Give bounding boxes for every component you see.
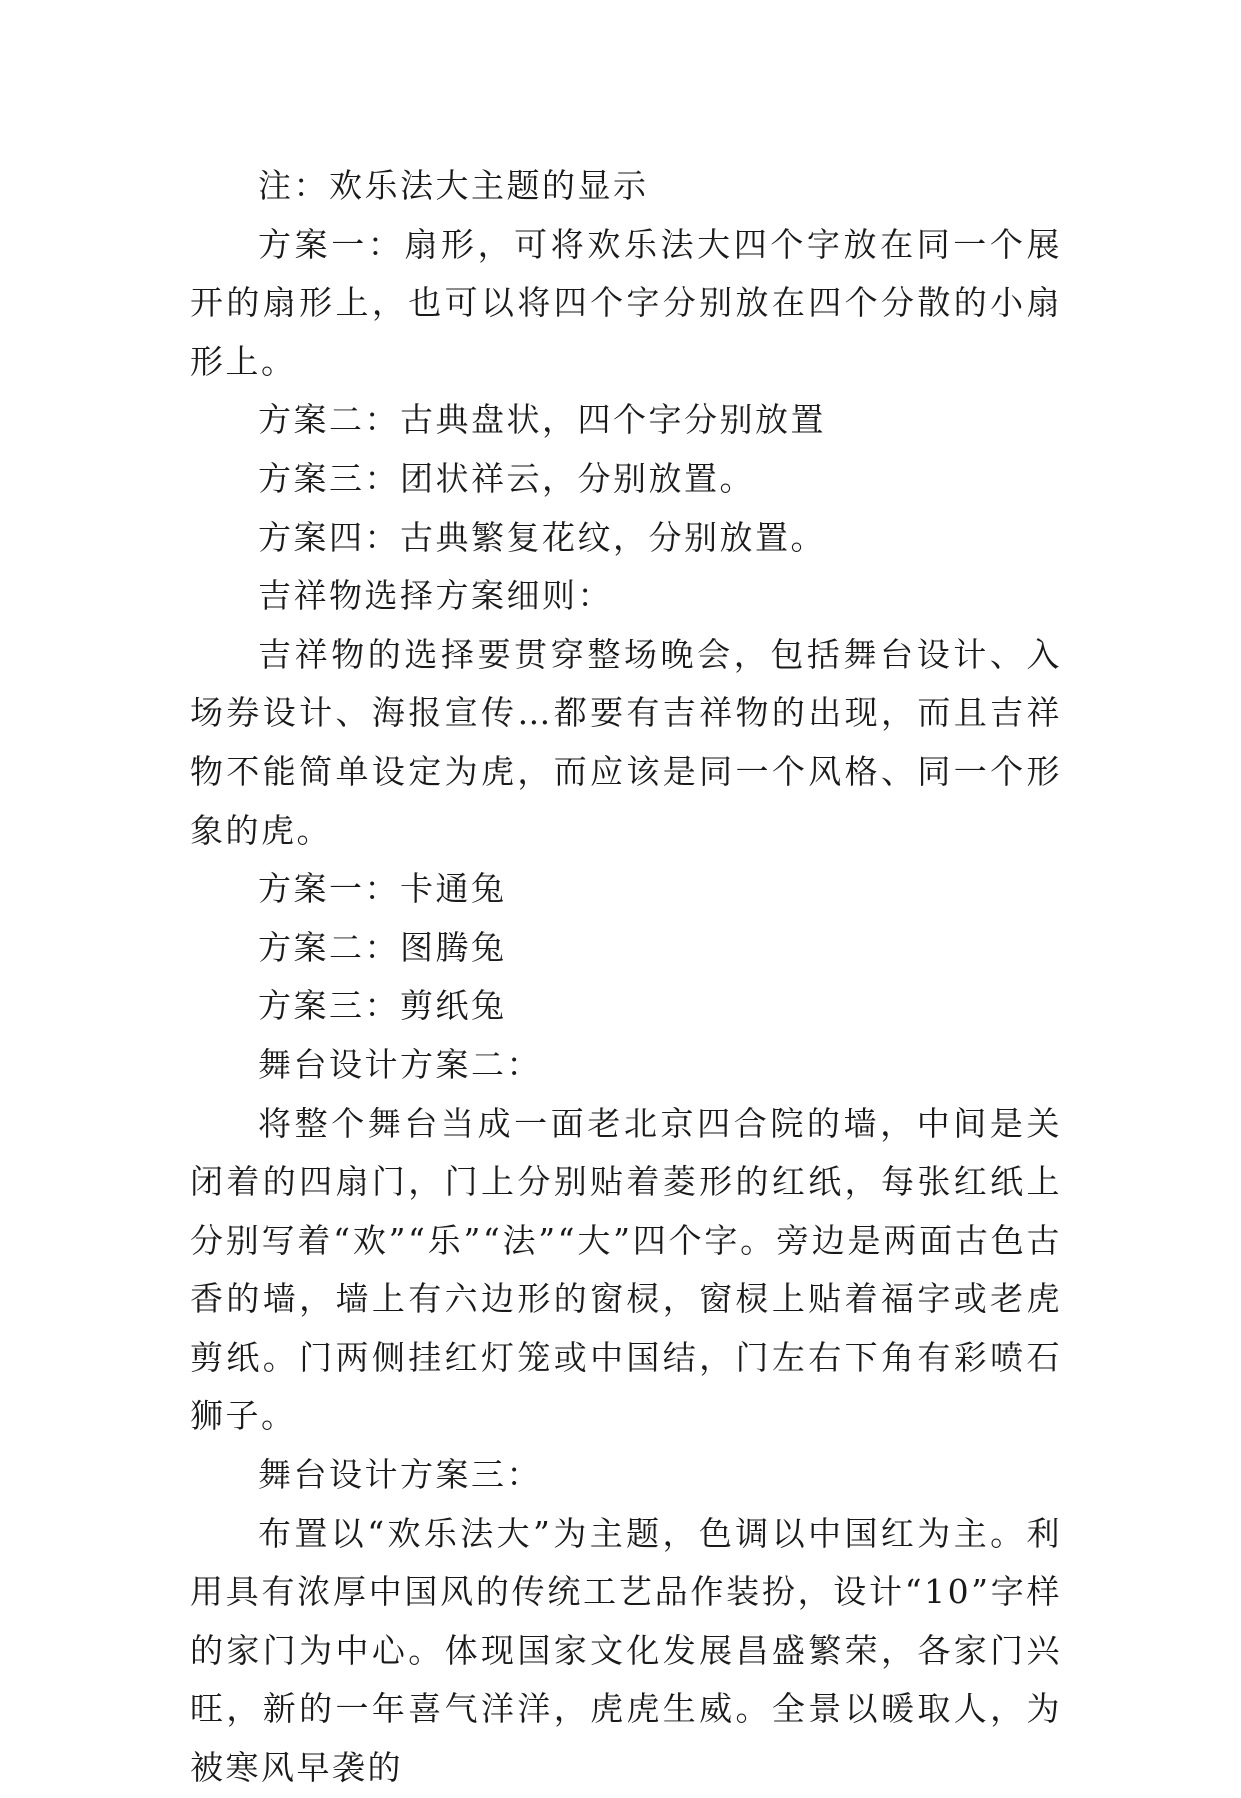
paragraph-stage-plan-2-body: 将整个舞台当成一面老北京四合院的墙，中间是关闭着的四扇门，门上分别贴着菱形的红纸，每张红纸上分别写着“欢”“乐”“法”“大”四个字。旁边是两面古色古香的墙，墙上有六边形的窗棂，窗棂上贴着福字或老虎剪纸。门两侧挂红灯笼或中国结，门左右下角有彩喷石狮子。 (190, 1103, 1062, 1436)
paragraph-theme-plan-3: 方案三：团状祥云，分别放置。 (258, 458, 755, 498)
paragraph-theme-note: 注：欢乐法大主题的显示 (258, 166, 649, 205)
paragraph-stage-plan-3-body: 布置以“欢乐法大”为主题，色调以中国红为主。利用具有浓厚中国风的传统工艺品作装扮，设计“10”字样的家门为中心。体现国家文化发展昌盛繁荣，各家门兴旺，新的一年喜气洋洋，虎虎生威。全景以暖取人，为被寒风早袭的 (190, 1513, 1062, 1788)
paragraph-theme-plan-2: 方案二：古典盘状，四个字分别放置 (258, 400, 826, 440)
paragraph-theme-plan-4: 方案四：古典繁复花纹，分别放置。 (258, 517, 826, 557)
paragraph-mascot-plan-1: 方案一：卡通兔 (258, 869, 507, 909)
paragraph-mascot-plan-2: 方案二：图腾兔 (258, 927, 507, 967)
paragraph-mascot-heading: 吉祥物选择方案细则： (258, 576, 613, 616)
paragraph-mascot-plan-3: 方案三：剪纸兔 (258, 986, 507, 1026)
document-page (190, 157, 1062, 1798)
paragraph-stage-plan-2-heading: 舞台设计方案二： (258, 1044, 542, 1084)
paragraph-mascot-rules: 吉祥物的选择要贯穿整场晚会，包括舞台设计、入场券设计、海报宣传…都要有吉祥物的出现，而且吉祥物不能简单设定为虎，而应该是同一个风格、同一个形象的虎。 (190, 634, 1062, 850)
paragraph-theme-plan-1: 方案一：扇形，可将欢乐法大四个字放在同一个展开的扇形上，也可以将四个字分别放在四个分散的小扇形上。 (190, 224, 1062, 381)
paragraph-stage-plan-3-heading: 舞台设计方案三： (258, 1455, 542, 1495)
